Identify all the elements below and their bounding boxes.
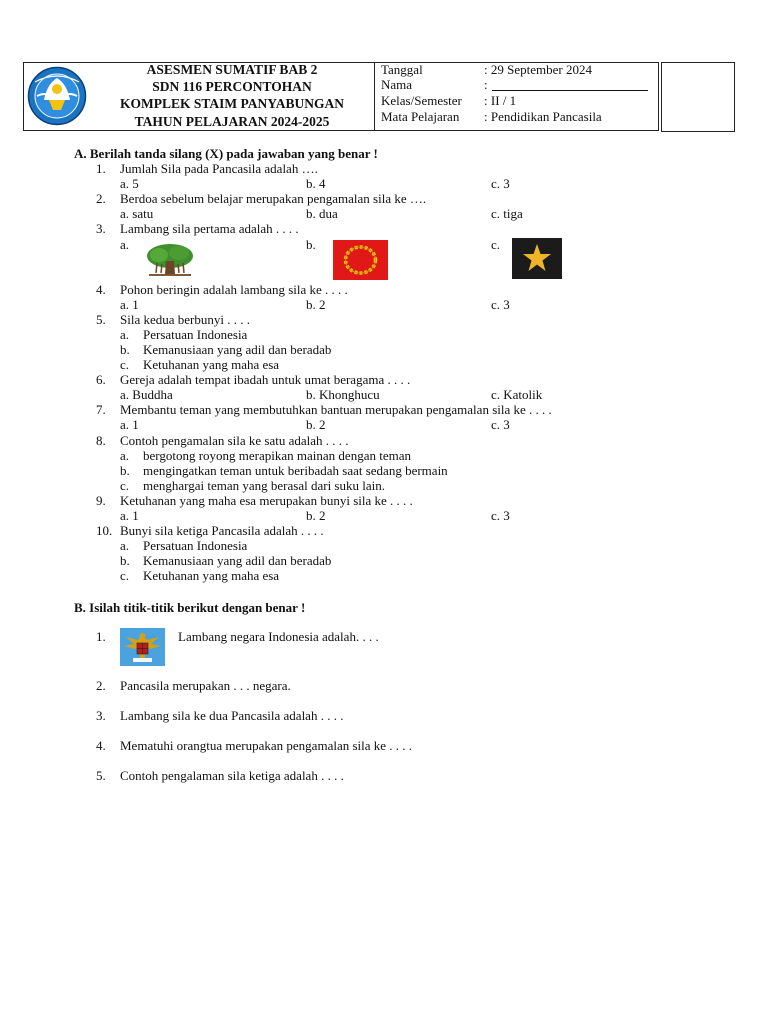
answer-option[interactable]: b. 2 [306, 508, 326, 523]
answer-option[interactable]: c. [491, 236, 501, 252]
answer-option[interactable]: c. 3 [491, 508, 510, 523]
question-number: 6. [96, 372, 106, 388]
question-text: Bunyi sila ketiga Pancasila adalah . . . . [120, 523, 324, 539]
answer-option[interactable]: a. Buddha [120, 387, 173, 403]
meta-label-nama: Nama [381, 77, 413, 92]
meta-value-nama: : [484, 77, 488, 92]
fill-question-number: 5. [96, 768, 106, 783]
section-a-heading: A. Berilah tanda silang (X) pada jawaban yang benar ! [74, 146, 378, 161]
question-number: 5. [96, 311, 106, 327]
answer-option-text[interactable]: Ketuhanan yang maha esa [143, 357, 280, 372]
answer-option[interactable]: a. 5 [120, 176, 139, 192]
fill-question-number: 4. [96, 738, 106, 753]
answer-option[interactable]: a. 1 [120, 296, 139, 312]
name-fill-line[interactable] [492, 90, 648, 91]
answer-option[interactable]: c. tiga [491, 206, 523, 222]
answer-option[interactable]: c. 3 [491, 417, 510, 433]
banyan-tree-icon[interactable] [145, 243, 195, 277]
question-number: 1. [96, 161, 106, 176]
question-number: 2. [96, 191, 106, 207]
fill-question-number: 2. [96, 678, 106, 693]
fill-question-text: Lambang sila ke dua Pancasila adalah . . . . [120, 708, 344, 723]
question-text: Ketuhanan yang maha esa merupakan bunyi sila ke . . . . [120, 492, 413, 508]
answer-option[interactable]: a. satu [120, 206, 154, 222]
answer-option-letter[interactable]: c. [120, 477, 130, 493]
fill-question-text: Contoh pengalaman sila ketiga adalah . . . . [120, 768, 344, 783]
fill-question-text: Pancasila merupakan . . . negara. [120, 678, 291, 693]
meta-value-mapel: : Pendidikan Pancasila [484, 109, 602, 124]
header-title-4: TAHUN PELAJARAN 2024-2025 [134, 114, 330, 129]
answer-option-text[interactable]: Kemanusiaan yang adil dan beradab [143, 341, 332, 357]
meta-value-tanggal: : 29 September 2024 [484, 62, 592, 77]
meta-label-mapel: Mata Pelajaran [381, 109, 460, 124]
answer-option-text[interactable]: Ketuhanan yang maha esa [143, 568, 280, 584]
school-logo-icon [25, 66, 89, 126]
header-divider [374, 62, 375, 131]
answer-option[interactable]: b. [306, 236, 316, 252]
question-text: Lambang sila pertama adalah . . . . [120, 221, 299, 237]
star-icon[interactable] [512, 238, 562, 279]
question-text: Pohon beringin adalah lambang sila ke . . . . [120, 281, 348, 297]
meta-value-kelas: : II / 1 [484, 93, 517, 108]
score-box [661, 62, 735, 132]
answer-option-text[interactable]: Persatuan Indonesia [143, 326, 248, 342]
question-text: Berdoa sebelum belajar merupakan pengamalan sila ke …. [120, 191, 427, 207]
answer-option-letter[interactable]: c. [120, 568, 130, 584]
answer-option[interactable]: c. 3 [491, 296, 510, 312]
question-text: Contoh pengamalan sila ke satu adalah . . . . [120, 432, 349, 448]
answer-option-text[interactable]: bergotong royong merapikan mainan dengan teman [143, 447, 411, 463]
answer-option-letter[interactable]: b. [120, 553, 130, 569]
fill-question-number: 1. [96, 629, 106, 644]
garuda-pancasila-icon [120, 628, 165, 666]
answer-option[interactable]: b. dua [306, 206, 338, 222]
answer-option-letter[interactable]: a. [120, 326, 130, 342]
meta-label-kelas: Kelas/Semester [381, 93, 462, 108]
answer-option-text[interactable]: Persatuan Indonesia [143, 538, 248, 554]
header-title-3: KOMPLEK STAIM PANYABUNGAN [119, 96, 344, 111]
answer-option-text[interactable]: Kemanusiaan yang adil dan beradab [143, 553, 332, 569]
answer-option[interactable]: a. 1 [120, 417, 139, 433]
question-text: Membantu teman yang membutuhkan bantuan merupakan pengamalan sila ke . . . . [120, 402, 552, 418]
answer-option[interactable]: a. 1 [120, 508, 139, 523]
answer-option-letter[interactable]: a. [120, 538, 130, 554]
question-number: 8. [96, 432, 106, 448]
question-text: Sila kedua berbunyi . . . . [120, 311, 250, 327]
question-text: Jumlah Sila pada Pancasila adalah …. [120, 161, 318, 176]
section-b-heading: B. Isilah titik-titik berikut dengan benar ! [74, 600, 306, 615]
answer-option[interactable]: b. Khonghucu [306, 387, 380, 403]
header-title-2: SDN 116 PERCONTOHAN [152, 79, 312, 94]
fill-question-number: 3. [96, 708, 106, 723]
question-number: 4. [96, 281, 106, 297]
question-number: 3. [96, 221, 106, 237]
question-number: 9. [96, 492, 106, 508]
answer-option[interactable]: a. [120, 236, 130, 252]
question-number: 10. [96, 523, 113, 539]
fill-question-text: Lambang negara Indonesia adalah. . . . [178, 629, 379, 644]
question-number: 7. [96, 402, 106, 418]
fill-question-text: Mematuhi orangtua merupakan pengamalan sila ke . . . . [120, 738, 413, 753]
answer-option-text[interactable]: mengingatkan teman untuk beribadah saat sedang bermain [143, 462, 448, 478]
meta-label-tanggal: Tanggal [381, 62, 423, 77]
answer-option[interactable]: c. Katolik [491, 387, 543, 403]
answer-option-letter[interactable]: c. [120, 357, 130, 372]
header-title-1: ASESMEN SUMATIF BAB 2 [146, 62, 318, 77]
chain-icon[interactable] [333, 240, 388, 280]
answer-option[interactable]: b. 2 [306, 296, 326, 312]
question-text: Gereja adalah tempat ibadah untuk umat beragama . . . . [120, 372, 411, 388]
answer-option[interactable]: b. 4 [306, 176, 326, 192]
answer-option-letter[interactable]: b. [120, 341, 130, 357]
answer-option-text[interactable]: menghargai teman yang berasal dari suku lain. [143, 477, 385, 493]
answer-option[interactable]: b. 2 [306, 417, 326, 433]
answer-option-letter[interactable]: b. [120, 462, 130, 478]
answer-option[interactable]: c. 3 [491, 176, 510, 192]
answer-option-letter[interactable]: a. [120, 447, 130, 463]
